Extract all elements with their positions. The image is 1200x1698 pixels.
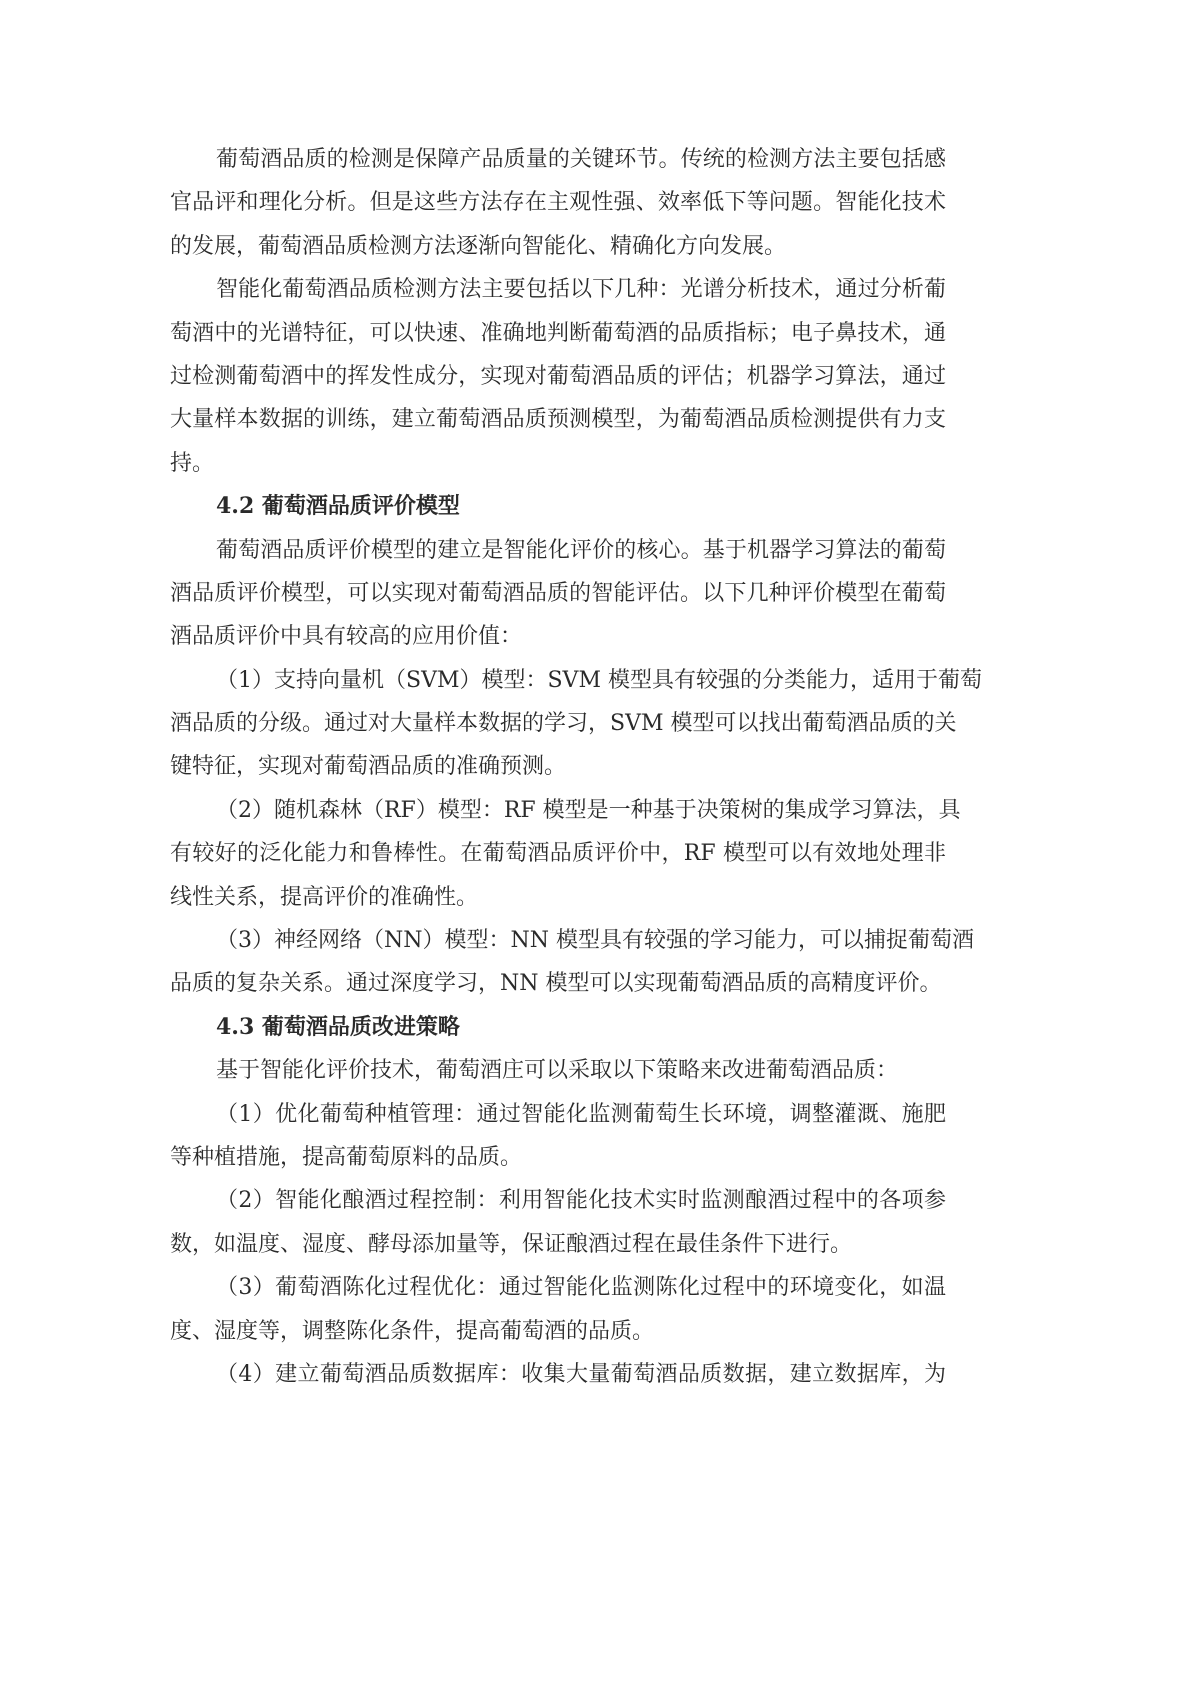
text-line: 等种植措施，提高葡萄原料的品质。	[170, 1144, 523, 1170]
text-line: 度、湿度等，调整陈化条件，提高葡萄酒的品质。	[170, 1318, 655, 1344]
text-line: 酒品质的分级。通过对大量样本数据的学习，SVM 模型可以找出葡萄酒品质的关	[170, 711, 957, 737]
text-line: 大量样本数据的训练，建立葡萄酒品质预测模型，为葡萄酒品质检测提供有力支	[170, 407, 946, 433]
text-line: （3）葡萄酒陈化过程优化：通过智能化监测陈化过程中的环境变化，如温	[216, 1275, 946, 1301]
paragraph	[170, 529, 946, 659]
paragraph	[170, 789, 961, 919]
text-line: 智能化葡萄酒品质检测方法主要包括以下几种：光谱分析技术，通过分析葡	[216, 277, 946, 303]
text-line: 葡萄酒品质的检测是保障产品质量的关键环节。传统的检测方法主要包括感	[216, 147, 946, 172]
text-line: 键特征，实现对葡萄酒品质的准确预测。	[170, 754, 567, 780]
text-line: 酒品质评价模型，可以实现对葡萄酒品质的智能评估。以下几种评价模型在葡萄	[170, 580, 946, 606]
text-line: 过检测葡萄酒中的挥发性成分，实现对葡萄酒品质的评估；机器学习算法，通过	[170, 363, 946, 389]
paragraph	[170, 1266, 946, 1353]
paragraph	[170, 1179, 946, 1266]
section-heading	[170, 1006, 946, 1049]
text-line: 品质的复杂关系。通过深度学习，NN 模型可以实现葡萄酒品质的高精度评价。	[170, 971, 942, 997]
paragraph	[170, 1093, 946, 1180]
text-line: 基于智能化评价技术，葡萄酒庄可以采取以下策略来改进葡萄酒品质：	[216, 1058, 899, 1084]
paragraph	[170, 1353, 946, 1396]
text-line: 4.2 葡萄酒品质评价模型	[216, 493, 460, 520]
text-line: （1）优化葡萄种植管理：通过智能化监测葡萄生长环境，调整灌溉、施肥	[216, 1101, 946, 1127]
text-line: 线性关系，提高评价的准确性。	[170, 884, 479, 910]
paragraph	[170, 659, 982, 789]
text-line: 数，如温度、湿度、酵母添加量等，保证酿酒过程在最佳条件下进行。	[170, 1231, 853, 1257]
paragraph	[170, 1049, 946, 1092]
text-line: 官品评和理化分析。但是这些方法存在主观性强、效率低下等问题。智能化技术	[170, 190, 946, 216]
text-line: （2）随机森林（RF）模型：RF 模型是一种基于决策树的集成学习算法，具	[216, 797, 961, 823]
paragraph	[170, 919, 974, 1006]
text-line: （2）智能化酿酒过程控制：利用智能化技术实时监测酿酒过程中的各项参	[216, 1188, 946, 1214]
text-line: （1）支持向量机（SVM）模型：SVM 模型具有较强的分类能力，适用于葡萄	[216, 667, 982, 693]
text-line: （3）神经网络（NN）模型：NN 模型具有较强的学习能力，可以捕捉葡萄酒	[216, 928, 974, 954]
paragraph	[170, 268, 946, 485]
paragraph	[170, 138, 946, 268]
text-line: 有较好的泛化能力和鲁棒性。在葡萄酒品质评价中，RF 模型可以有效地处理非	[170, 841, 946, 867]
text-line: 酒品质评价中具有较高的应用价值：	[170, 624, 523, 650]
section-heading	[170, 485, 946, 528]
text-line: （4）建立葡萄酒品质数据库：收集大量葡萄酒品质数据，建立数据库，为	[216, 1361, 946, 1387]
document-page	[170, 138, 982, 1396]
text-line: 4.3 葡萄酒品质改进策略	[216, 1013, 460, 1040]
text-line: 萄酒中的光谱特征，可以快速、准确地判断葡萄酒的品质指标；电子鼻技术，通	[170, 320, 946, 346]
text-line: 的发展，葡萄酒品质检测方法逐渐向智能化、精确化方向发展。	[170, 233, 787, 259]
text-line: 葡萄酒品质评价模型的建立是智能化评价的核心。基于机器学习算法的葡萄	[216, 537, 946, 563]
text-line: 持。	[170, 450, 215, 476]
